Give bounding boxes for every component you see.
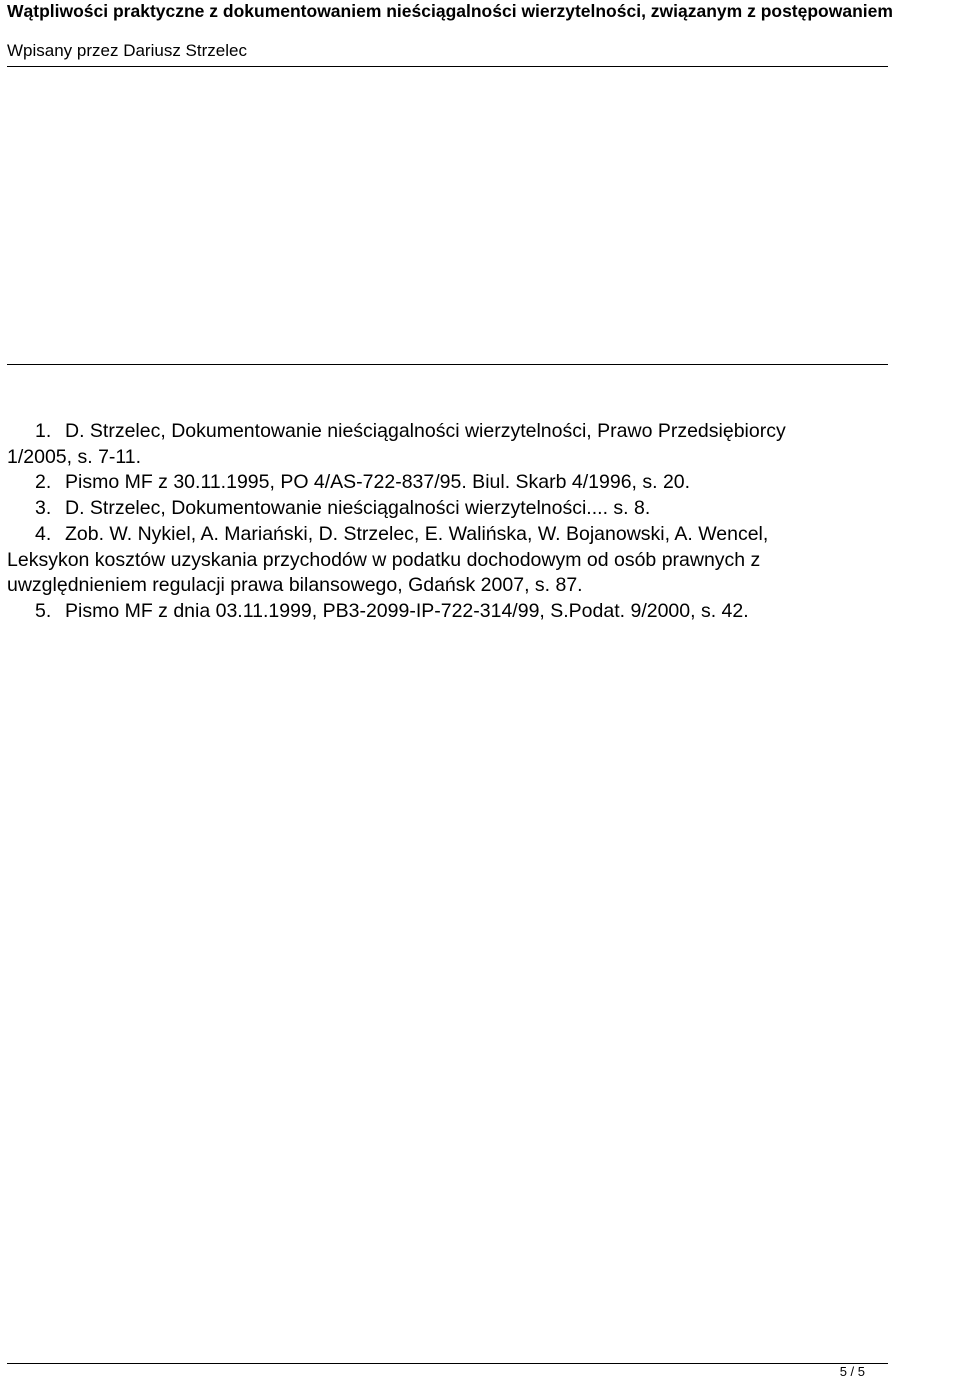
footnote-number: 4. bbox=[35, 522, 52, 545]
footnote-4-continuation bbox=[7, 573, 907, 599]
footnote-divider bbox=[7, 364, 888, 365]
footnote-text: 1/2005, s. 7-11. bbox=[7, 445, 142, 468]
footnotes-list bbox=[7, 419, 907, 625]
footnote-4-continuation bbox=[7, 548, 907, 574]
author-line: Wpisany przez Dariusz Strzelec bbox=[7, 41, 247, 60]
footnote-number: 2. bbox=[35, 471, 52, 494]
footnote-text: Leksykon kosztów uzyskania przychodów w podatku dochodowym od osób prawnych z bbox=[7, 548, 761, 571]
footnote-number: 3. bbox=[35, 497, 52, 520]
footnote-4 bbox=[7, 522, 907, 548]
footnote-3 bbox=[7, 496, 907, 522]
page-number: 5 / 5 bbox=[839, 1364, 865, 1379]
footnote-text: uwzględnieniem regulacji prawa bilansowego, Gdańsk 2007, s. 87. bbox=[7, 574, 583, 597]
footnote-1-continuation bbox=[7, 445, 907, 471]
footnote-2 bbox=[7, 470, 907, 496]
footnote-text: Zob. W. Nykiel, A. Mariański, D. Strzelec, E. Walińska, W. Bojanowski, A. Wencel, bbox=[65, 522, 769, 545]
footer-divider bbox=[7, 1363, 888, 1364]
footnote-number: 1. bbox=[35, 420, 52, 442]
article-title: Wątpliwości praktyczne z dokumentowaniem nieściągalności wierzytelności, związanym z postępowaniem bbox=[7, 1, 893, 21]
footnote-1 bbox=[7, 419, 907, 445]
footnote-text: Pismo MF z 30.11.1995, PO 4/AS-722-837/95. Biul. Skarb 4/1996, s. 20. bbox=[65, 471, 691, 494]
footnote-5 bbox=[7, 599, 907, 625]
footnote-text: D. Strzelec, Dokumentowanie nieściągalności wierzytelności, Prawo Przedsiębiorcy bbox=[65, 420, 786, 442]
header-divider bbox=[7, 66, 888, 67]
footnote-text: Pismo MF z dnia 03.11.1999, PB3-2099-IP-722-314/99, S.Podat. 9/2000, s. 42. bbox=[65, 599, 749, 622]
footnote-text: D. Strzelec, Dokumentowanie nieściągalności wierzytelności.... s. 8. bbox=[65, 497, 651, 520]
footnote-number: 5. bbox=[35, 599, 52, 622]
